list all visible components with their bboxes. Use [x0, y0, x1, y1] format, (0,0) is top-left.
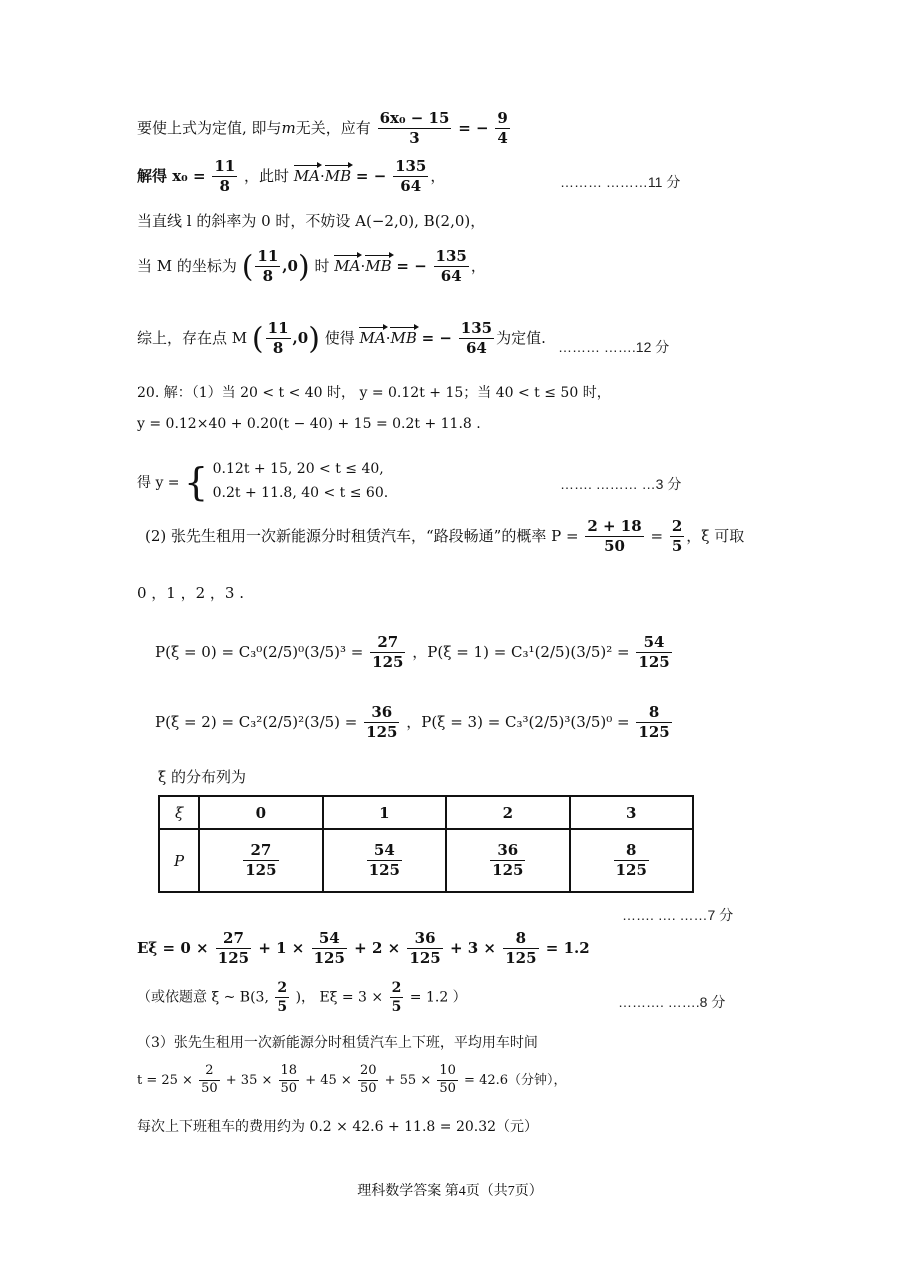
fraction: $\frac{36}{125}$ [366, 703, 398, 742]
fraction: $\frac{8}{125}$ [638, 703, 670, 742]
table-header-cell: 2 [446, 796, 569, 829]
page-footer: 理科数学答案 第4页（共7页） [357, 1184, 543, 1199]
table-cell: P [159, 829, 199, 892]
vector-ma: MA [359, 328, 386, 347]
line-constant-condition: 要使上式为定值, 即与m无关，应有 $\frac{\text{6x₀ − 15}}{3}$ = − $\frac{9}{4}$ [137, 109, 508, 148]
table-header-cell: 0 [199, 796, 322, 829]
vector-ma: MA [293, 166, 320, 185]
fraction: $\frac{135}{64}$ [395, 157, 427, 196]
part3-average-time: t = 25 × $\frac{2}{50}$ + 35 × $\frac{18}{50}$ + 45 × $\frac{20}{50}$ + 55 × $\frac{10}{50}$ = 42.6（分钟）， [137, 1063, 567, 1096]
part3-cost: 每次上下班租车的费用约为 0.2 × 42.6 + 11.8 = 20.32（元） [137, 1119, 539, 1135]
score-3: ……. ……… …3 分 [560, 476, 682, 492]
q20-line2: y = 0.12×40 + 0.20(t − 40) + 15 = 0.2t + 11.8 . [137, 416, 481, 432]
table-header-cell: 1 [323, 796, 446, 829]
line-zero-slope: 当直线 l 的斜率为 0 时，不妨设 A(−2,0), B(2,0)， [137, 212, 486, 230]
fraction: $\frac{9}{4}$ [497, 109, 508, 148]
part2-values: 0 ，1 ，2 ，3 . [137, 584, 245, 602]
table-cell: $\frac{8}{125}$ [570, 829, 693, 892]
table-cell: $\frac{36}{125}$ [446, 829, 569, 892]
vector-mb: MB [365, 256, 392, 275]
fraction: $\frac{27}{125}$ [372, 633, 404, 672]
fraction: $\frac{135}{64}$ [460, 319, 493, 358]
table-cell: $\frac{27}{125}$ [199, 829, 322, 892]
q20-line1: 20. 解：（1）当 20 < t < 40 时， y = 0.12t + 15；当 40 < t ≤ 50 时， [137, 385, 611, 401]
line-solve-x0: 解得 x₀ = $\frac{11}{8}$ ，此时 MA·MB = − $\frac{135}{64}$ ， [137, 157, 446, 196]
expectation: Eξ = 0 × $\frac{27}{125}$ + 1 × $\frac{54}{125}$ + 2 × $\frac{36}{125}$ + 3 × $\frac{8}{125}$ = 1.2 [137, 929, 590, 968]
score-12: ……… …….12 分 [558, 339, 670, 355]
score-11: ……… ………11 分 [560, 174, 681, 190]
line-m-coordinate: 当 M 的坐标为 ( $\frac{11}{8}$ ,0) 时 MA·MB = − $\frac{135}{64}$ ， [137, 247, 486, 286]
distribution-table [158, 795, 694, 893]
fraction: $\frac{11}{8}$ [214, 157, 236, 196]
fraction: $\frac{135}{64}$ [435, 247, 467, 286]
fraction: $\frac{\text{6x₀ − 15}}{3}$ [379, 109, 450, 148]
vector-ma: MA [334, 256, 361, 275]
table-row [159, 796, 693, 829]
binomial-alternative: （或依题意 ξ ~ B(3, $\frac{2}{5}$ )， Eξ = 3 × $\frac{2}{5}$ = 1.2 ） [137, 980, 467, 1016]
part3-line1: （3）张先生租用一次新能源分时租赁汽车上下班，平均用车时间 [137, 1035, 538, 1051]
prob-row-1: P(ξ = 0) = C₃⁰(2/5)⁰(3/5)³ = $\frac{27}{125}$ ，P(ξ = 1) = C₃¹(2/5)(3/5)² = $\frac{54}{125}$ [155, 633, 670, 672]
distribution-title: ξ 的分布列为 [158, 768, 247, 786]
fraction: $\frac{2}{5}$ [671, 517, 683, 556]
table-header-cell: ξ [159, 796, 199, 829]
fraction: $\frac{2 + 18}{50}$ [587, 517, 642, 556]
vector-mb: MB [390, 328, 417, 347]
fraction: $\frac{11}{8}$ [257, 247, 279, 286]
prob-row-2: P(ξ = 2) = C₃²(2/5)²(3/5) = $\frac{36}{125}$ ，P(ξ = 3) = C₃³(2/5)³(3/5)⁰ = $\frac{8}{125}$ [155, 703, 670, 742]
part2-probability: (2) 张先生租用一次新能源分时租赁汽车，“路段畅通”的概率 P = $\frac{2 + 18}{50}$ = $\frac{2}{5}$ ，ξ 可取 [145, 517, 745, 556]
table-cell: $\frac{54}{125}$ [323, 829, 446, 892]
fraction: $\frac{54}{125}$ [638, 633, 670, 672]
score-7: ……. …. ……7 分 [622, 907, 734, 923]
score-8: ………. …….8 分 [618, 994, 726, 1010]
fraction: $\frac{11}{8}$ [267, 319, 289, 358]
table-row [159, 829, 693, 892]
vector-mb: MB [324, 166, 352, 185]
q20-piecewise: 得 y = { 0.12t + 15, 20 < t ≤ 40, 0.2t + 11.8, 40 < t ≤ 60. [137, 459, 389, 504]
table-header-cell: 3 [570, 796, 693, 829]
line-conclusion: 综上，存在点 M ( $\frac{11}{8}$ ,0) 使得 MA·MB = − $\frac{135}{64}$ 为定值. [137, 319, 546, 358]
